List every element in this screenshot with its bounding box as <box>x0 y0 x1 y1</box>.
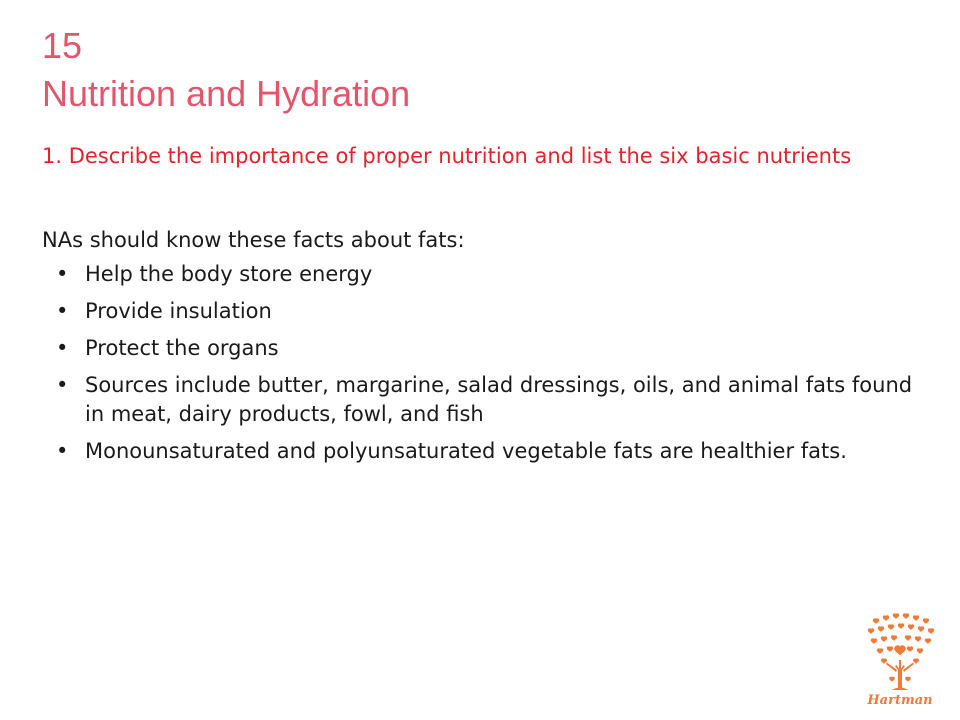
list-item <box>56 260 916 289</box>
list-item <box>56 334 916 363</box>
bullet-icon: • <box>56 336 69 360</box>
bullet-icon: • <box>56 262 69 286</box>
list-item-text: Provide insulation <box>85 299 272 323</box>
list-item <box>56 437 916 466</box>
list-item <box>56 371 916 429</box>
chapter-number: 15 <box>42 25 83 66</box>
bullet-icon: • <box>56 373 69 397</box>
list-item-text: Monounsaturated and polyunsaturated vegetable fats are healthier fats. <box>85 439 847 463</box>
logo-wordmark: Hartman <box>867 693 933 708</box>
list-item-text: Protect the organs <box>85 336 279 360</box>
list-item-text: Help the body store energy <box>85 262 373 286</box>
heart-tree-icon <box>868 613 934 690</box>
fact-list <box>56 260 916 474</box>
hartman-logo <box>862 612 938 708</box>
bullet-icon: • <box>56 299 69 323</box>
list-item-text: Sources include butter, margarine, salad dressings, oils, and animal fats found in meat, dairy products, fowl, and fish <box>85 373 913 426</box>
intro-text: NAs should know these facts about fats: <box>42 228 465 252</box>
chapter-title: Nutrition and Hydration <box>42 73 411 114</box>
bullet-icon: • <box>56 439 69 463</box>
list-item <box>56 297 916 326</box>
learning-objective: 1. Describe the importance of proper nutrition and list the six basic nutrients <box>42 144 852 168</box>
